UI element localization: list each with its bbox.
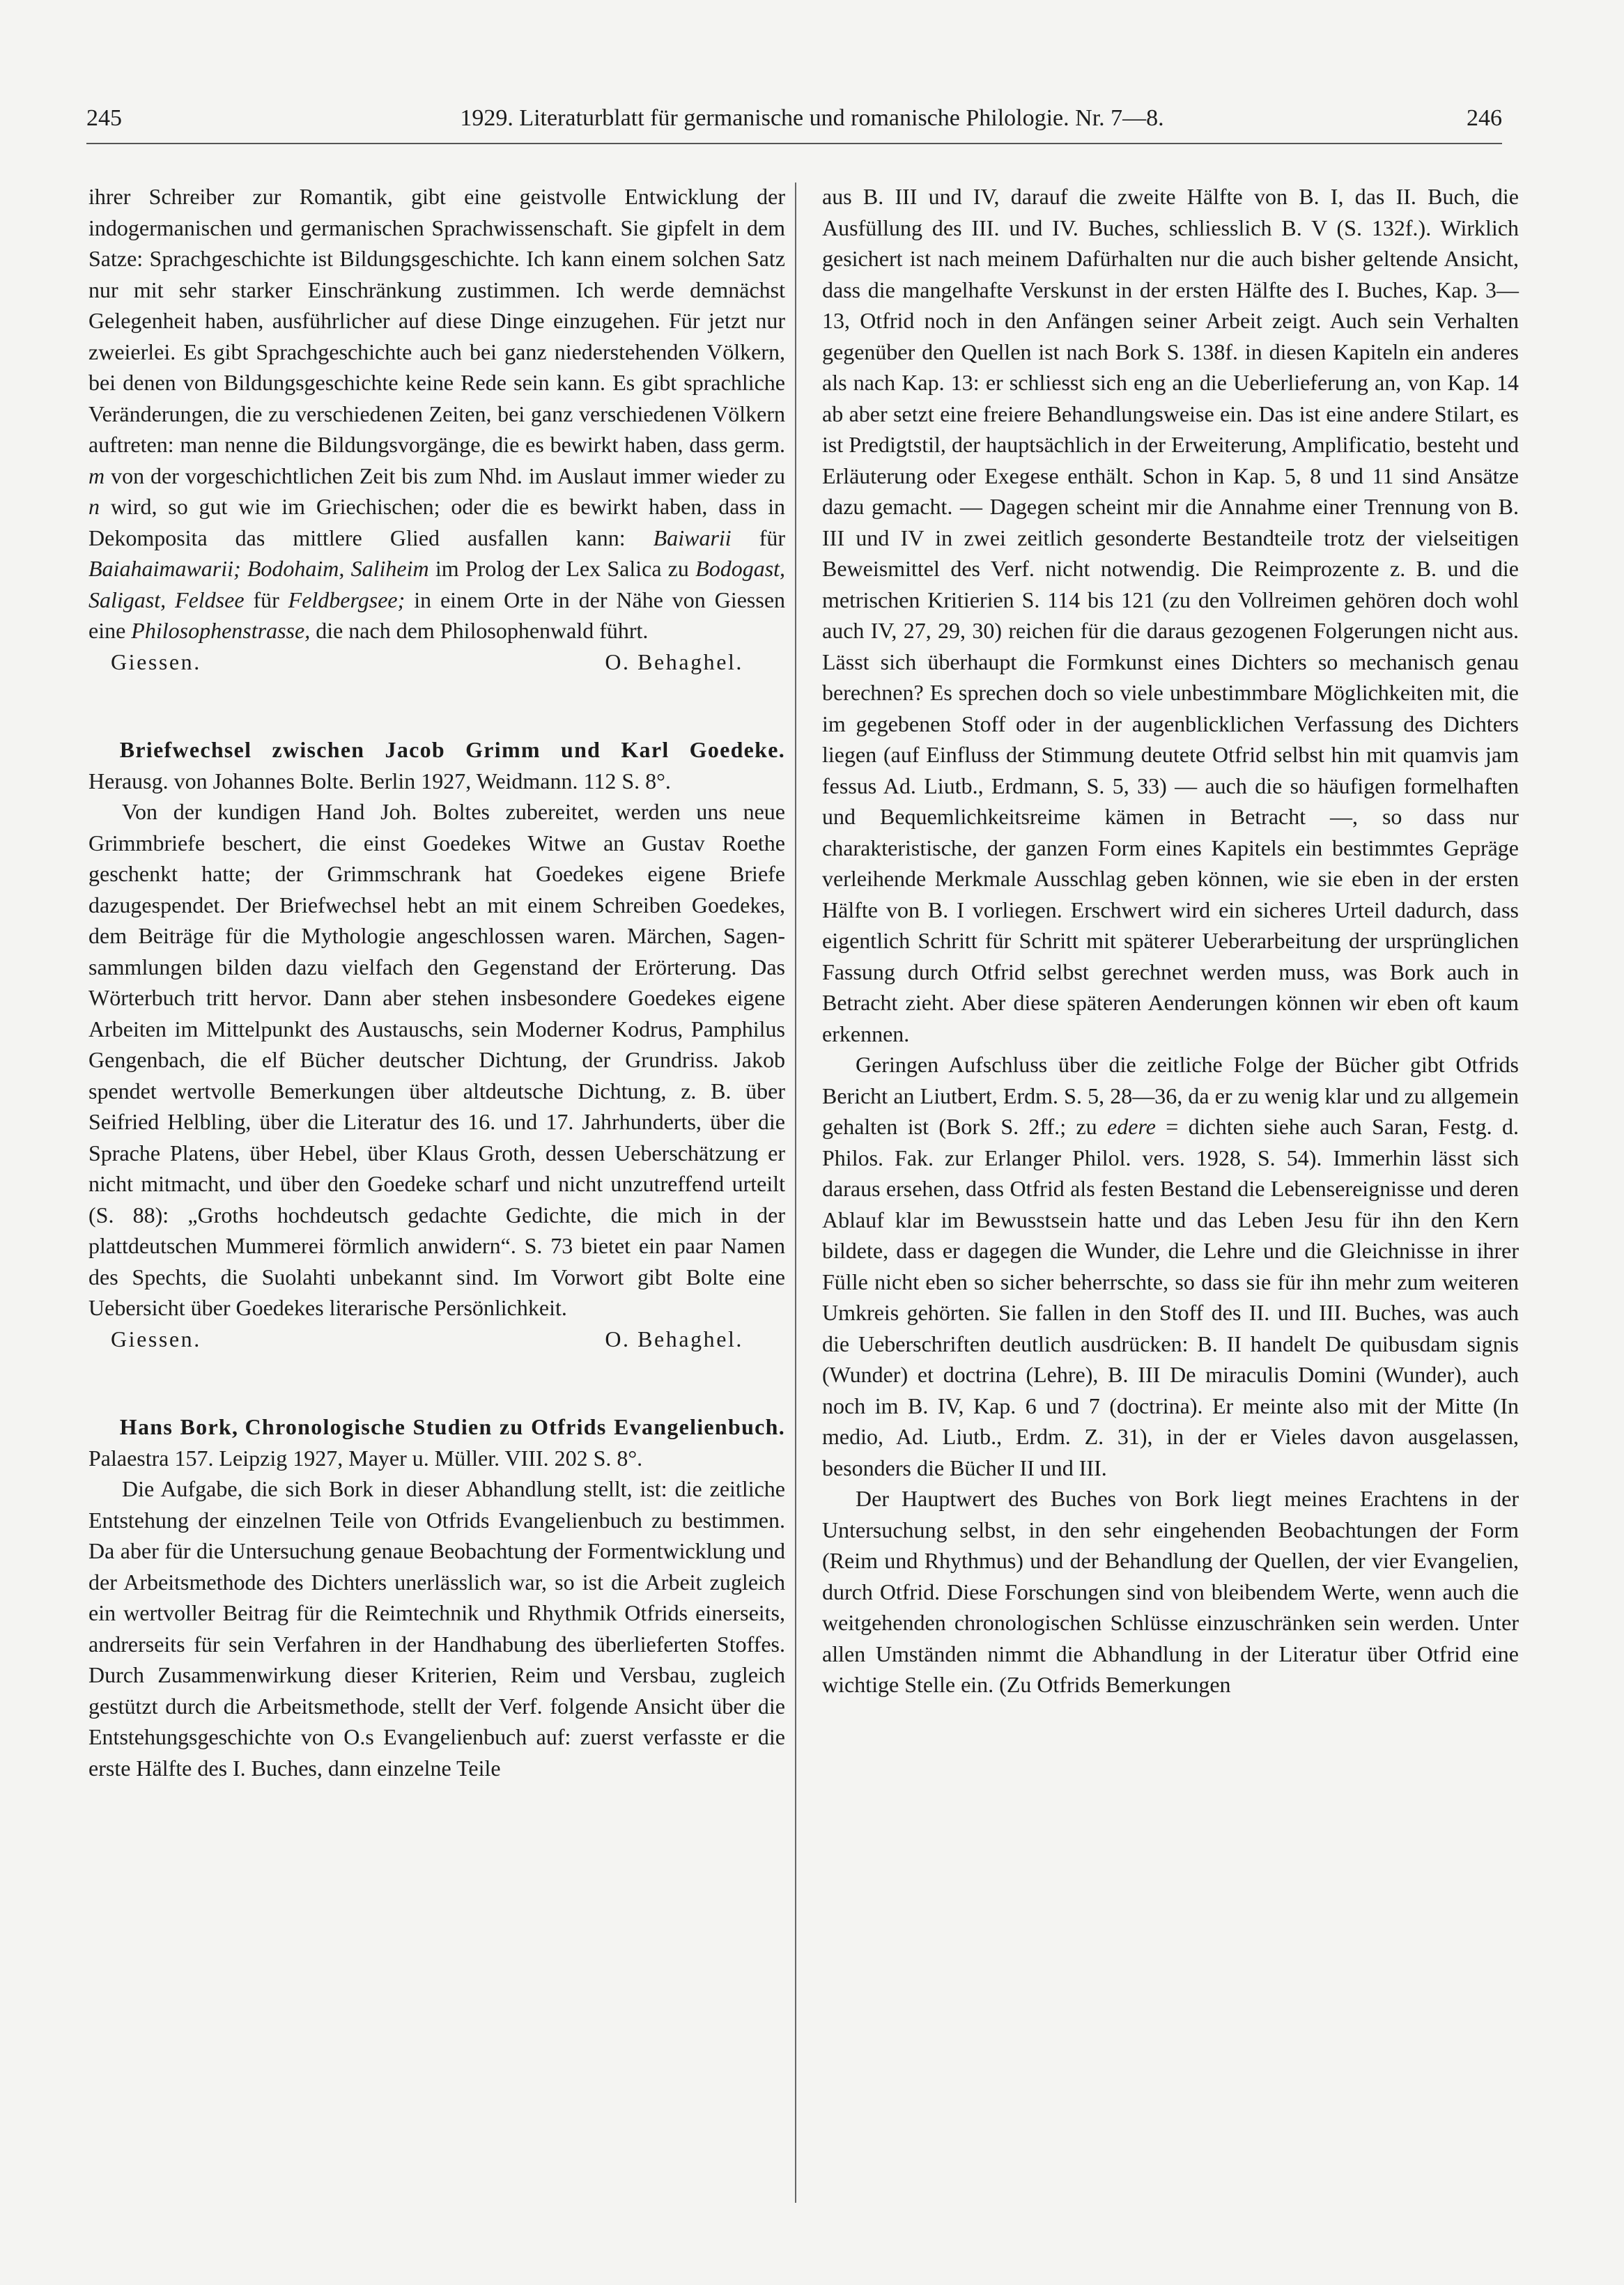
review-1-paragraph	[88, 181, 785, 646]
page-number-left: 245	[86, 105, 122, 131]
text-run: wird, so gut wie im Griechischen; oder die es bewirkt haben, dass in Dekomposita das mittlere Glied ausfallen kann:	[88, 494, 786, 550]
running-header-title: 1929. Literaturblatt für germanische und romanische Philologie. Nr. 7—8.	[460, 105, 1164, 131]
text-run: = dichten siehe auch Saran, Festg. d. Philos. Fak. zur Erlanger Philol. vers. 1928, S. 54). Immerhin lässt sich daraus ersehen, dass Otfrid als festen Bestand die Lebensereignisse und deren Ablauf klar im Bewusstsein hatte und das Leben Jesu für ihn den Kern bildete, dass er dagegen die Wunder, die Lehre und die Gleichnisse in ihrer Fülle nicht eben so sicher beherrschte, so dass sie für ihn mehr zum weiteren Umkreis gehörten. Sie fallen in den Stoff des II. und III. Buches, was auch die Ueberschriften deutlich ausdrücken: B. II handelt De quibusdam signis (Wunder) et doctrina (Lehre), B. III De miraculis Domini (Wunder), auch noch im B. IV, Kap. 6 und 7 (doctrina). Er meinte also mit der Mitte (In medio, Ad. Liutb., Erdm. Z. 31), in der er Vieles davon ausgelassen, besonders die Bücher II und III.	[822, 1114, 1519, 1480]
review-3-heading	[88, 1411, 785, 1473]
left-column	[88, 181, 785, 1783]
review-2-title: Briefwechsel zwischen Jacob Grimm und Karl Goedeke.	[119, 737, 785, 762]
text-run: die nach dem Philosophenwald führt.	[316, 618, 649, 643]
page-number-right: 246	[1467, 105, 1502, 131]
italic-word: Feldbergsee;	[288, 587, 405, 612]
text-run: für	[759, 525, 786, 550]
review-2-meta: Herausg. von Johannes Bolte. Berlin 1927, Weidmann. 112 S. 8°.	[88, 768, 671, 793]
section-gap	[88, 677, 785, 734]
text-run: ihrer Schreiber zur Romantik, gibt eine geistvolle Entwicklung der indogermanischen und germanischen Sprachwissenschaft. Sie gipfelt in dem Satze: Sprachgeschichte ist Bildungsgeschichte. Ich kann einem solchen Satz nur mit sehr starker Einschränkung zustimmen. Ich werde demnächst Gelegenheit haben, ausführlicher auf diese Dinge einzugehen. Für jetzt nur zweierlei. Es gibt Sprachgeschichte auch bei ganz niederstehenden Völkern, bei denen von Bildungsgeschichte keine Rede sein kann. Es gibt sprachliche Veränderungen, die zu verschiedenen Zeiten, bei ganz verschiedenen Völkern auftreten: man nenne die Bildungsvorgänge, die es bewirkt haben, dass germ.	[88, 184, 785, 457]
italic-word: Baiwarii	[653, 525, 732, 550]
signature-place: Giessen.	[111, 649, 201, 674]
right-column	[822, 181, 1519, 1701]
review-3-paragraph: Die Aufgabe, die sich Bork in dieser Abhandlung stellt, ist: die zeitliche Entstehung der einzelnen Teile von Otfrids Evangelienbuch zu bestimmen. Da aber für die Untersuchung genaue Beobachtung der Formentwicklung und der Arbeitsmethode des Dichters unerlässlich war, so ist die Arbeit zugleich ein wertvoller Beitrag für die Reimtechnik und Rhythmik Otfrids einerseits, andrerseits für sein Verfahren in der Handhabung des überlieferten Stoffes. Durch Zusammenwirkung dieser Kriterien, Reim und Versbau, zugleich gestützt durch die Arbeitsmethode, stellt der Verf. folgende Ansicht über die Entstehungsgeschichte von O.s Evangelienbuch auf: zuerst verfasste er die erste Hälfte des I. Buches, dann einzelne Teile	[88, 1476, 785, 1781]
signature-2	[88, 1324, 785, 1355]
italic-word: edere	[1107, 1114, 1156, 1139]
signature-place: Giessen.	[111, 1326, 201, 1351]
signature-author: O. Behaghel.	[605, 1326, 743, 1351]
review-2-heading	[88, 734, 785, 796]
review-3-paragraph-3: Der Hauptwert des Buches von Bork liegt meines Erachtens in der Untersuchung selbst, in den sehr eingehenden Beobachtungen der Form (Reim und Rhythmus) und der Behandlung der Quellen, der vier Evangelien, durch Otfrid. Diese Forschungen sind von bleibendem Werte, wenn auch die weitgehenden chronologischen Schlüsse einzuschränken sein werden. Unter allen Umständen nimmt die Abhandlung in der Literatur über Otfrid eine wichtige Stelle ein. (Zu Otfrids Bemerkungen	[822, 1486, 1519, 1697]
text-run: in einem Orte in der Nähe von Giessen eine	[88, 587, 786, 643]
section-gap	[88, 1354, 785, 1411]
review-3-title: Chronologische Studien zu Otfrids Evangelienbuch.	[245, 1414, 785, 1439]
text-run: im Prolog der Lex Salica zu	[435, 556, 689, 581]
review-3-author: Hans Bork,	[119, 1414, 239, 1439]
italic-word: Philosophenstrasse,	[131, 618, 311, 643]
signature-author: O. Behaghel.	[605, 649, 743, 674]
text-run: für	[253, 587, 279, 612]
column-divider	[795, 183, 796, 2203]
italic-letter: n	[88, 494, 100, 519]
text-run: Geringen Aufschluss über die zeitliche Folge der Bücher gibt Otfrids Bericht an Liutbert, Erdm. S. 5, 28—36, da er zu wenig klar und zu allgemein gehalten ist (Bork S. 2ff.; zu	[822, 1052, 1519, 1139]
italic-letter: m	[88, 463, 105, 488]
review-3-paragraph-2	[822, 1049, 1519, 1483]
review-2-paragraph: Von der kundigen Hand Joh. Boltes zubereitet, werden uns neue Grimmbriefe beschert, die einst Goedekes Witwe an Gustav Roethe geschenkt hatte; der Grimmschrank hat Goedekes eigene Briefe dazugespendet. Der Briefwechsel hebt an mit einem Schreiben Goedekes, dem Beiträge für die Mythologie angeschlossen waren. Märchen, Sagensammlungen bilden dazu vielfach den Gegenstand der Erörterung. Das Wörterbuch tritt hervor. Dann aber stehen insbesondere Goedekes eigene Arbeiten im Mittelpunkt des Austauschs, sein Moderner Kodrus, Pamphilus Gengenbach, die elf Bücher deutscher Dichtung, der Grundriss. Jakob spendet wertvolle Bemerkungen über altdeutsche Dichtung, z. B. über Seifried Helbling, über die Literatur des 16. und 17. Jahrhunderts, über die Sprache Platens, über Hebel, über Klaus Groth, dessen Ueberschätzung er nicht mitmacht, und über den Goedeke scharf und nicht unzutreffend urteilt (S. 88): „Groths hochdeutsch gedachte Gedichte, die mich in der plattdeutschen Mummerei förmlich anwidern“. S. 73 bietet ein paar Namen des Spechts, die Suolahti unbekannt sind. Im Vorwort gibt Bolte eine Uebersicht über Goedekes literarische Persönlichkeit.	[88, 799, 785, 1320]
text-run: von der vorgeschichtlichen Zeit bis zum Nhd. im Auslaut immer wieder zu	[111, 463, 786, 488]
header-rule	[86, 143, 1502, 144]
signature-1	[88, 646, 785, 678]
review-3-meta: Palaestra 157. Leipzig 1927, Mayer u. Müller. VIII. 202 S. 8°.	[88, 1445, 643, 1471]
italic-word: Bodogast, Saligast, Feldsee	[88, 556, 786, 612]
review-3-continued-paragraph: aus B. III und IV, darauf die zweite Hälfte von B. I, das II. Buch, die Ausfüllung des III. und IV. Buches, schliesslich B. V (S. 132f.). Wirklich gesichert ist nach meinem Dafürhalten nur die auch bisher geltende Ansicht, dass die mangelhafte Verskunst in der ersten Hälfte des I. Buches, Kap. 3—13, Otfrid noch in den Anfängen seiner Arbeit zeigt. Auch sein Verhalten gegenüber den Quellen ist nach Bork S. 138f. in diesen Kapiteln ein anderes als nach Kap. 13: er schliesst sich eng an die Ueberlieferung an, von Kap. 14 ab aber setzt eine freiere Behandlungsweise ein. Das ist eine andere Stilart, es ist Predigtstil, der hauptsächlich in der Erweiterung, Amplificatio, besteht und Erläuterung oder Exegese enthält. Schon in Kap. 5, 8 und 11 sind Ansätze dazu gemacht. — Dagegen scheint mir die Annahme einer Trennung von B. III und IV in zwei zeitlich gesonderte Bestandteile trotz der vielseitigen Beweismittel des Verf. nicht notwendig. Die Reimprozente z. B. und die metrischen Kritierien S. 114 bis 121 (zu den Vollreimen gehören doch wohl auch IV, 27, 29, 30) reichen für die daraus gezogenen Folgerungen nicht aus. Lässt sich überhaupt die Formkunst eines Dichters so mechanisch genau berechnen? Es sprechen doch so viele unbestimmbare Möglichkeiten mit, die im gegebenen Stoff oder in der augenblicklichen Verfassung des Dichters liegen (auf Einfluss der Stimmung deutete Otfrid selbst hin mit quamvis jam fessus Ad. Liutb., Erdmann, S. 5, 33) — auch die so häufigen formelhaften und Bequemlichkeitsreime kämen in Betracht —, so dass nur charakteristische, der ganzen Form eines Kapitels ein bestimmtes Gepräge verleihende Merkmale Ausschlag geben können, wie sie eben in der ersten Hälfte von B. I vorliegen. Erschwert wird ein sicheres Urteil dadurch, dass eigentlich Schritt für Schritt mit späterer Ueberarbeitung der ursprünglichen Fassung durch Otfrid selbst gerechnet werden muss, was Bork auch in Betracht zieht. Aber diese späteren Aenderungen können wir eben oft kaum erkennen.	[822, 184, 1519, 1046]
italic-word: Baiahaimawarii; Bodohaim, Saliheim	[88, 556, 429, 581]
